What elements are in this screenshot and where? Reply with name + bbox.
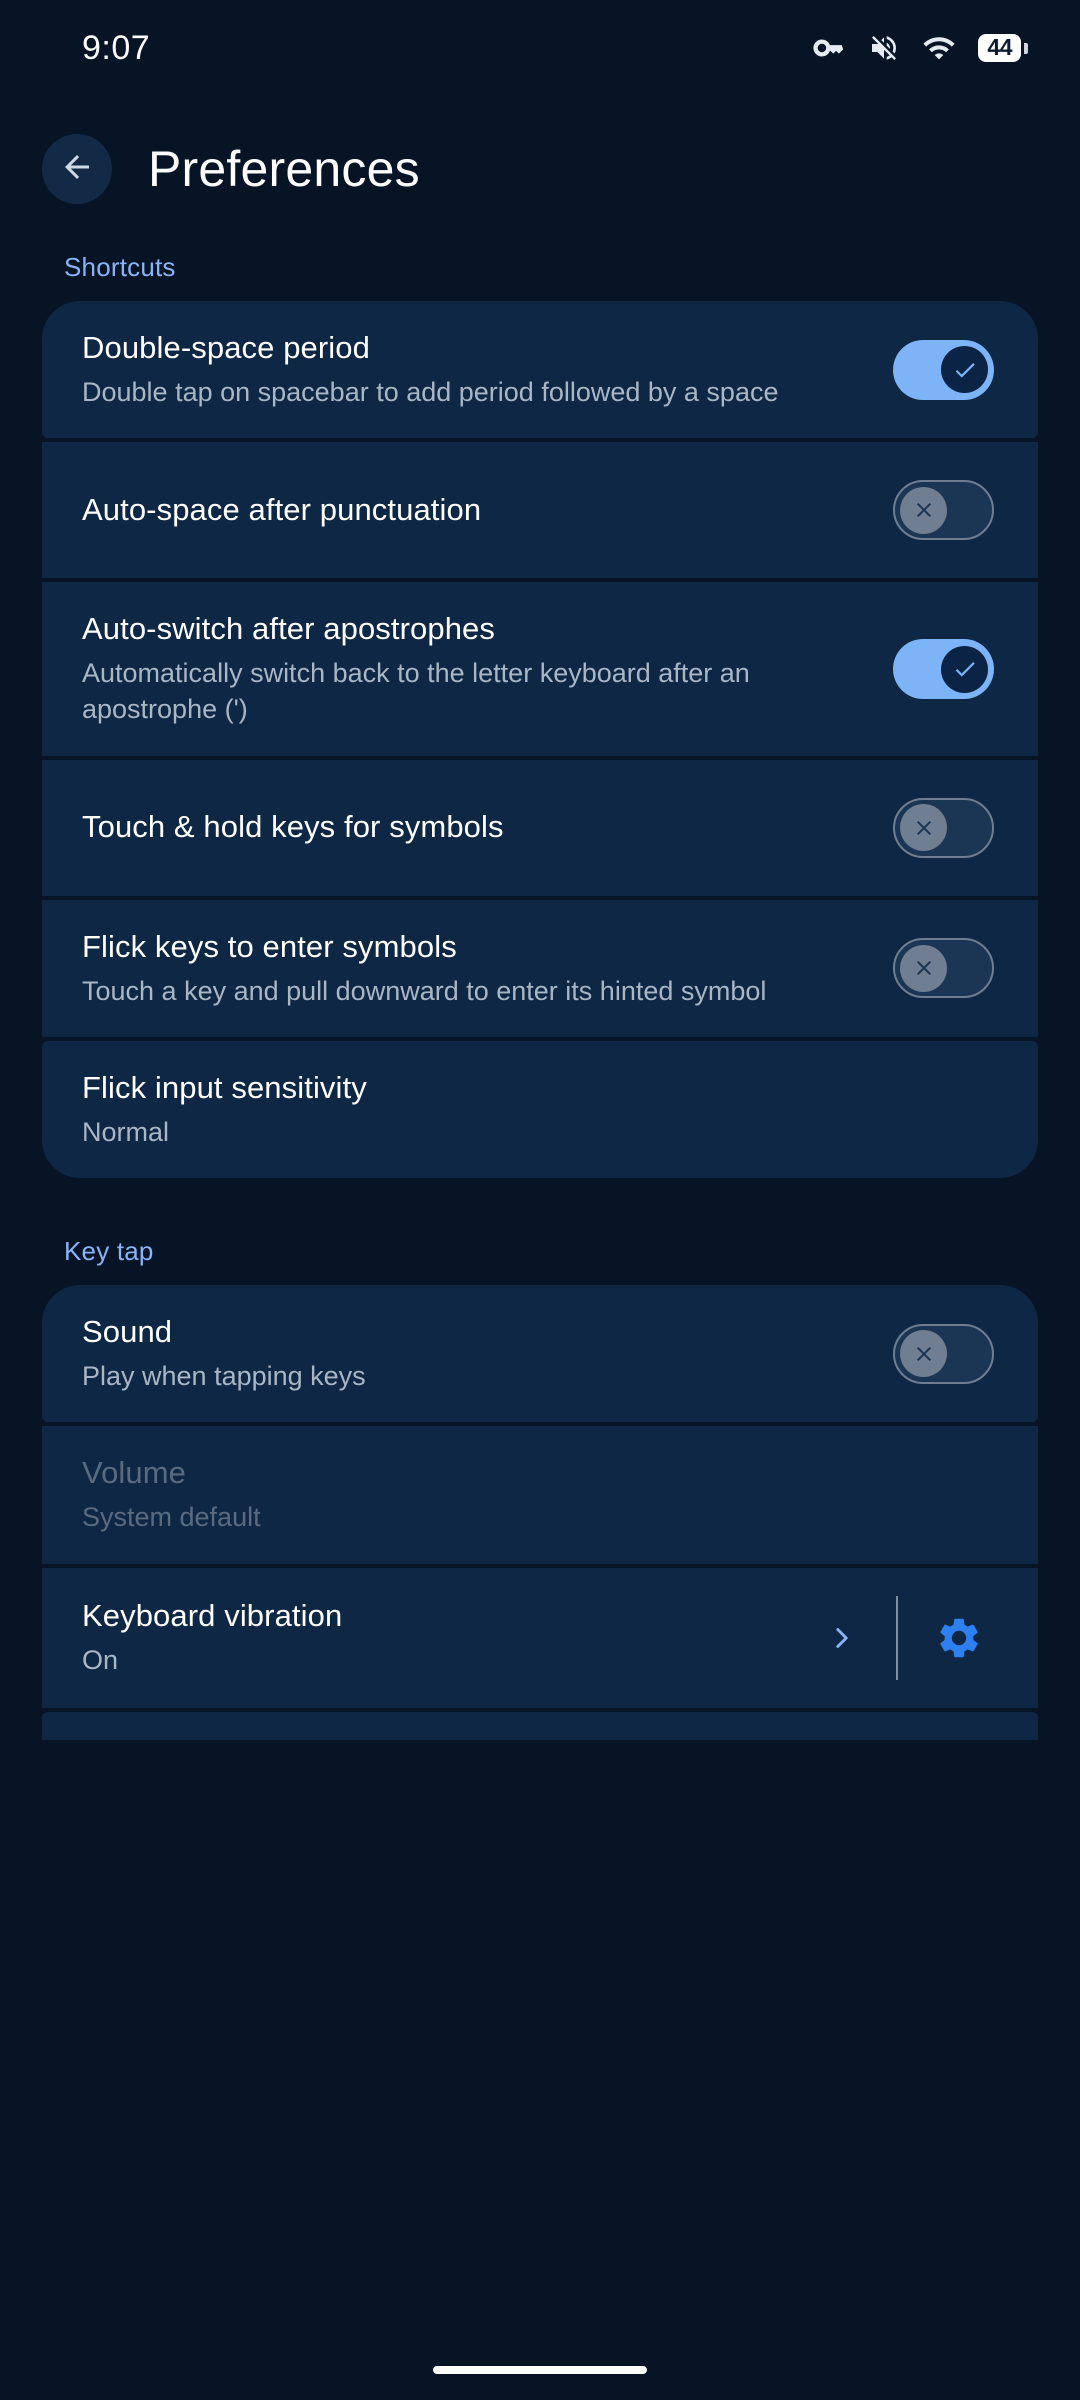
row-subtitle: System default [82,1502,261,1533]
row-title: Keyboard vibration [82,1597,343,1633]
row-title: Volume [82,1455,186,1491]
setting-row-flick-keys-to-enter-symbols[interactable] [42,900,1038,1037]
row-subtitle: On [82,1644,119,1675]
section-label-key-tap: Key tap [64,1236,154,1267]
settings-group-shortcuts [42,301,1038,1178]
status-bar [0,0,1080,96]
row-text [82,1313,893,1394]
chevron-right-icon[interactable] [806,1621,878,1655]
row-subtitle: Double tap on spacebar to add period followed by a space [82,376,779,407]
toggle-knob [900,945,947,992]
row-title: Touch & hold keys for symbols [82,809,504,845]
setting-row-double-space-period[interactable] [42,301,1038,438]
row-trailing-controls [806,1596,994,1680]
battery-icon [978,34,1028,62]
setting-row-keyboard-vibration[interactable] [42,1568,1038,1708]
settings-group-key-tap [42,1285,1038,1739]
toggle-double-space-period[interactable] [893,340,994,400]
gear-icon[interactable] [924,1614,994,1662]
row-text [82,610,893,728]
page-title: Preferences [148,141,420,197]
row-text [82,1069,994,1150]
row-text [82,928,893,1009]
row-text [82,808,893,847]
toggle-flick-keys-to-enter-symbols[interactable] [893,938,994,998]
mute-icon [868,32,900,64]
toggle-touch-hold-keys-for-symbols[interactable] [893,798,994,858]
toggle-auto-switch-after-apostrophes[interactable] [893,639,994,699]
row-text [82,329,893,410]
toggle-knob [900,487,947,534]
row-title: Sound [82,1314,173,1350]
toggle-auto-space-after-punctuation[interactable] [893,480,994,540]
setting-row-flick-input-sensitivity[interactable] [42,1041,1038,1178]
vertical-divider [896,1596,898,1680]
toggle-knob [941,646,988,693]
battery-level: 44 [978,34,1021,62]
row-subtitle: Play when tapping keys [82,1360,366,1391]
row-title: Auto-space after punctuation [82,491,482,527]
setting-row-auto-switch-after-apostrophes[interactable] [42,582,1038,756]
toggle-sound[interactable] [893,1324,994,1384]
toggle-knob [900,1330,947,1377]
row-text [82,1597,806,1678]
setting-row-sound[interactable] [42,1285,1038,1422]
vpn-key-icon [812,31,846,65]
app-bar [0,96,1080,238]
home-indicator [433,2366,647,2374]
row-title: Auto-switch after apostrophes [82,611,495,647]
row-subtitle: Normal [82,1116,170,1147]
battery-cap [1024,43,1028,54]
row-subtitle: Touch a key and pull downward to enter its hinted symbol [82,975,767,1006]
row-subtitle: Automatically switch back to the letter keyboard after an apostrophe (') [82,657,750,725]
section-spacer [0,1178,1080,1222]
row-title: Double-space period [82,330,370,365]
setting-row-auto-space-after-punctuation[interactable] [42,442,1038,578]
toggle-knob [941,346,988,393]
arrow-back-icon [59,149,95,190]
status-icons [812,31,1028,65]
toggle-knob [900,804,947,851]
row-title: Flick keys to enter symbols [82,928,457,964]
setting-row-volume [42,1426,1038,1563]
row-title: Flick input sensitivity [82,1070,367,1105]
row-text [82,491,893,530]
back-button[interactable] [42,134,112,204]
section-label-shortcuts: Shortcuts [64,252,176,282]
status-time: 9:07 [82,28,151,67]
row-text [82,1454,994,1535]
setting-row-partial-next[interactable] [42,1712,1038,1740]
setting-row-touch-hold-keys-for-symbols[interactable] [42,760,1038,896]
wifi-icon [922,31,956,65]
